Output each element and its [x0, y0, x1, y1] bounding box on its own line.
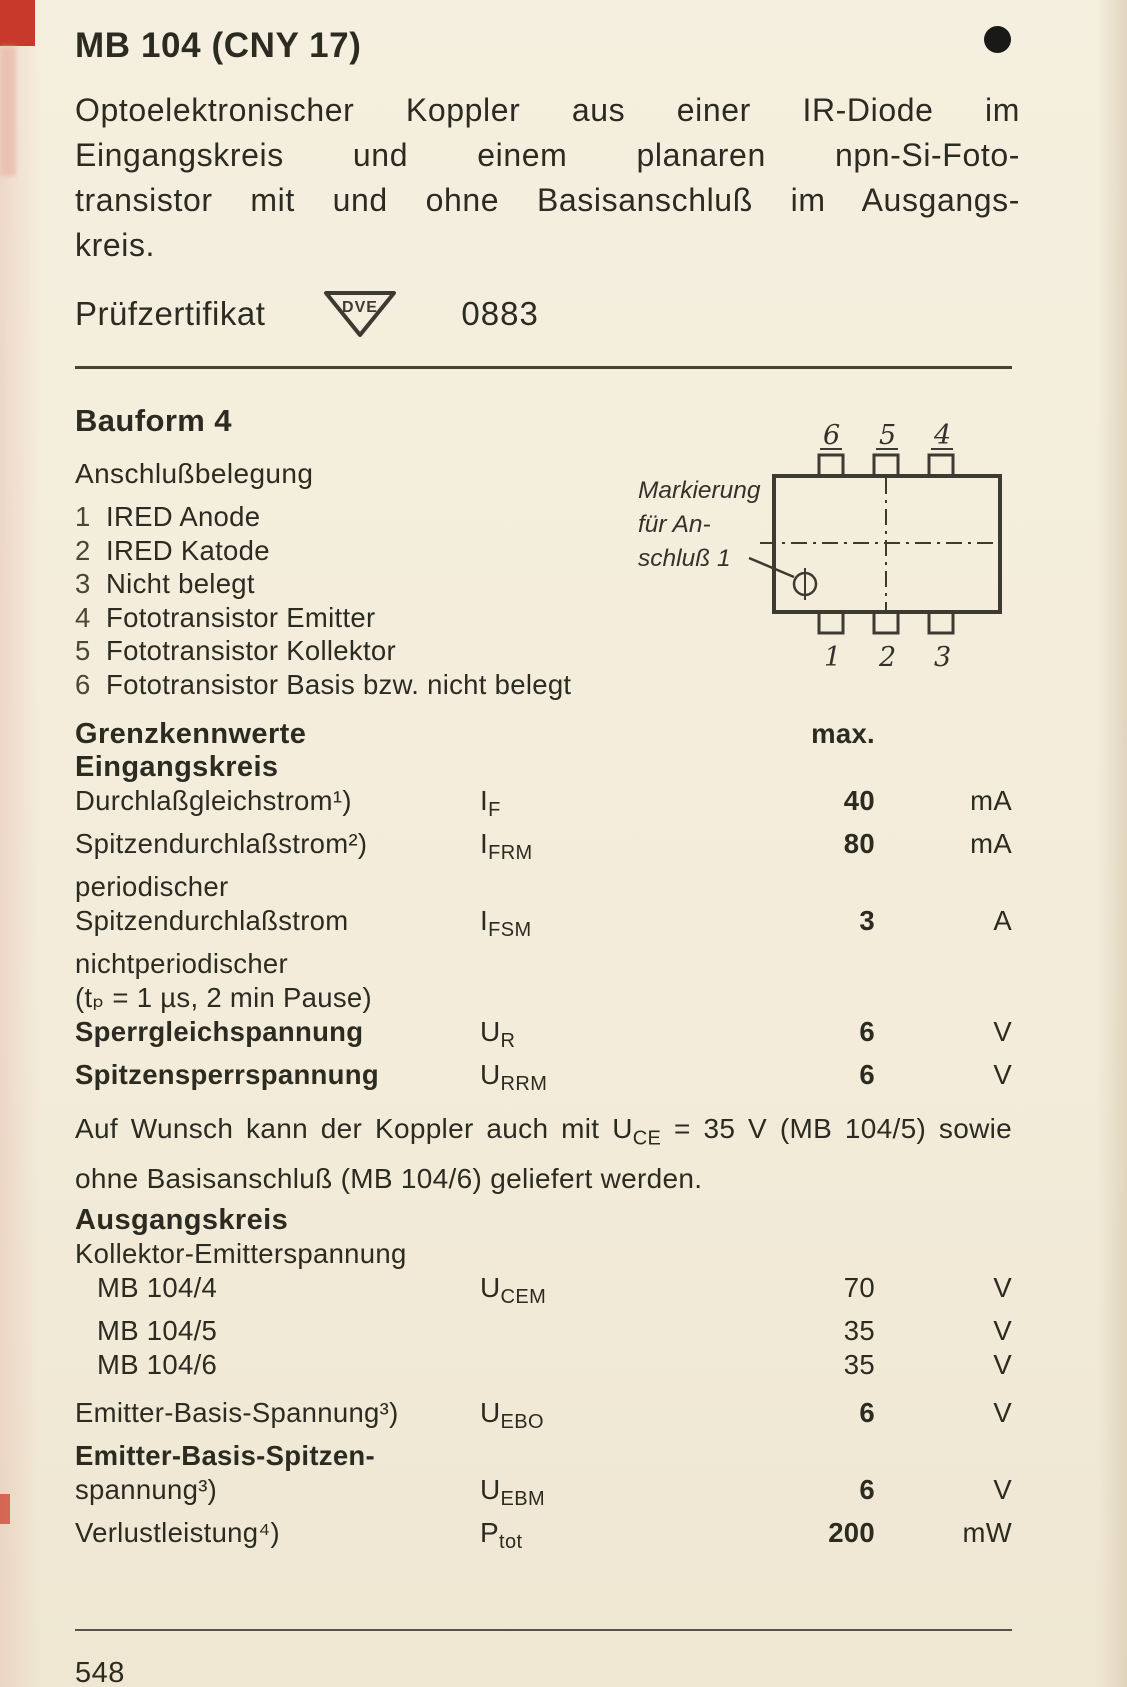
section-heading-input: Eingangskreis [75, 751, 279, 783]
spec-value: 40 [843, 785, 875, 816]
pin-number: 2 [75, 534, 91, 566]
spec-label: MB 104/5 [97, 1314, 218, 1346]
divider [75, 366, 1012, 369]
spec-value: 80 [843, 828, 875, 859]
pin-list [75, 500, 695, 701]
package-drawing [618, 416, 1018, 674]
spec-row [75, 827, 1012, 870]
spec-row [75, 1015, 1012, 1058]
top-pin-number: 6 [823, 420, 841, 451]
pin-item [75, 601, 695, 635]
spec-unit: V [993, 1314, 1012, 1346]
spec-symbol [480, 1015, 730, 1058]
spec-label: Emitter-Basis-Spitzen- [75, 1439, 375, 1471]
pin-stub [929, 612, 953, 633]
pin-label: Nicht belegt [106, 568, 255, 599]
section-heading-bauform: Bauform 4 [75, 403, 232, 438]
vde-logo-icon [317, 278, 403, 350]
spec-unit: V [993, 1059, 1012, 1090]
spec-symbol-sub: RRM [500, 1073, 548, 1095]
bottom-pin-number: 1 [824, 642, 842, 673]
top-pin-number: 4 [934, 420, 952, 451]
spec-symbol-sub: FRM [488, 842, 533, 864]
certificate-row [75, 278, 1012, 350]
spec-symbol-base: I [480, 828, 489, 859]
pin-number: 3 [75, 568, 91, 599]
pin-number: 1 [75, 501, 91, 532]
scan-artifact [0, 1494, 10, 1524]
pin-stub [929, 455, 953, 476]
intro-line: Eingangskreis und einem planaren npn-Si-Foto- [75, 137, 1020, 173]
spec-unit: V [993, 1473, 1012, 1505]
spec-symbol [480, 1396, 730, 1439]
pin-number: 5 [75, 635, 91, 666]
spec-label: Verlustleistung⁴) [75, 1516, 280, 1548]
pin-number: 4 [75, 601, 91, 633]
spec-symbol-base: I [480, 905, 489, 936]
spec-row [75, 870, 1012, 904]
spec-symbol [480, 784, 730, 827]
spec-row [75, 1237, 1012, 1271]
pin-item [75, 634, 695, 668]
spec-symbol-base: U [480, 1016, 501, 1047]
marking-label-line: schluß 1 [638, 545, 731, 572]
certificate-label: Prüfzertifikat [75, 295, 266, 332]
page-number: 548 [75, 1656, 125, 1687]
pin-label: Fototransistor Kollektor [106, 635, 396, 666]
limits-heading: Grenzkennwerte [75, 718, 307, 750]
spec-symbol-base: U [480, 1396, 501, 1428]
spec-symbol-base: P [480, 1516, 499, 1548]
pin-stub [874, 612, 898, 633]
spec-row [75, 1473, 1012, 1516]
spec-row [75, 1271, 1012, 1314]
note-symbol-base: U [612, 1113, 633, 1144]
divider [75, 1629, 1012, 1631]
spec-value: 6 [859, 1016, 875, 1047]
spec-unit: mA [970, 785, 1012, 816]
spec-row [75, 784, 1012, 827]
spec-label: Spitzensperrspannung [75, 1059, 379, 1090]
pin-stub [874, 455, 898, 476]
spec-row [75, 981, 1012, 1015]
spec-row [75, 1396, 1012, 1439]
scan-artifact [0, 0, 35, 46]
page-footer [75, 1629, 1012, 1687]
spec-value: 35 [843, 1348, 875, 1380]
spec-symbol-sub: CEM [500, 1285, 547, 1308]
spec-value: 6 [859, 1396, 875, 1428]
note-text: Auf Wunsch kann der Koppler auch mit [75, 1113, 613, 1144]
spec-label: MB 104/4 [97, 1271, 218, 1303]
spec-symbol [480, 904, 730, 947]
intro-line: transistor mit und ohne Basisanschluß im Ausgangs- [75, 182, 1020, 218]
spec-label: periodischer [75, 871, 229, 902]
marking-leader-line [749, 558, 794, 577]
spec-symbol-base: U [480, 1271, 501, 1303]
spec-unit: V [993, 1016, 1012, 1047]
spec-label: Spitzendurchlaßstrom²) [75, 828, 368, 859]
spec-symbol-base: U [480, 1473, 501, 1505]
marking-label-line: für An- [638, 511, 711, 538]
spec-label: Kollektor-Emitterspannung [75, 1237, 407, 1269]
spec-row [75, 947, 1012, 981]
intro-line: kreis. [75, 227, 156, 263]
spec-row [75, 1516, 1012, 1559]
intro-line: Optoelektronischer Koppler aus einer IR-Diode im [75, 92, 1020, 128]
spec-unit: V [993, 1396, 1012, 1428]
pin-item [75, 567, 695, 601]
spec-unit: V [993, 1348, 1012, 1380]
pin-stub [819, 612, 843, 633]
spec-symbol-sub: R [500, 1030, 516, 1052]
spec-row [75, 904, 1012, 947]
note-text: = 35 V (MB 104/5) sowie ohne Basisanschluß (MB 104/6) geliefert werden. [75, 1113, 1012, 1194]
pinout-label: Anschlußbelegung [75, 458, 314, 489]
spec-symbol-sub: tot [498, 1530, 523, 1553]
intro-paragraph [75, 88, 1020, 268]
spec-symbol-sub: EBM [500, 1487, 546, 1510]
spec-symbol-sub: F [488, 799, 501, 821]
spec-row [75, 1314, 1012, 1348]
top-pin-number: 5 [879, 420, 897, 451]
spec-label: Emitter-Basis-Spannung³) [75, 1396, 399, 1428]
spec-symbol [480, 1516, 730, 1559]
spec-label: spannung³) [75, 1473, 218, 1505]
note-symbol-sub: CE [632, 1127, 662, 1150]
pin-label: IRED Katode [106, 534, 270, 566]
spec-label: Durchlaßgleichstrom¹) [75, 785, 352, 816]
spec-unit: mA [970, 828, 1012, 859]
spec-symbol [480, 1271, 730, 1314]
spec-value: 35 [843, 1314, 875, 1346]
pin-label: Fototransistor Emitter [106, 601, 376, 633]
spec-value: 6 [859, 1059, 875, 1090]
pin-label: IRED Anode [106, 501, 261, 532]
pin-label: Fototransistor Basis bzw. nicht belegt [106, 668, 572, 700]
spec-label: MB 104/6 [97, 1348, 218, 1380]
spec-label: Sperrgleichspannung [75, 1016, 364, 1047]
limits-heading-row [75, 717, 1012, 751]
bottom-pin-number: 3 [934, 642, 952, 673]
spec-symbol [480, 1473, 730, 1516]
pin-stub [819, 455, 843, 476]
spec-unit: A [993, 905, 1012, 936]
bottom-pin-number: 2 [879, 642, 897, 673]
spec-label: nichtperiodischer [75, 948, 288, 979]
spec-symbol [480, 827, 730, 870]
page-title: MB 104 (CNY 17) [75, 26, 362, 65]
pin-item [75, 668, 695, 702]
marking-label-line: Markierung [638, 477, 761, 504]
note-paragraph [75, 1109, 1012, 1198]
spec-symbol-sub: EBO [500, 1410, 544, 1433]
spec-symbol-base: U [480, 1059, 501, 1090]
spec-value: 3 [859, 905, 875, 936]
spec-row [75, 1439, 1012, 1473]
pin-item [75, 534, 695, 568]
spec-label: Spitzendurchlaßstrom [75, 905, 349, 936]
spec-value: 200 [828, 1516, 875, 1548]
spec-unit: mW [962, 1516, 1012, 1548]
spec-value: 6 [859, 1473, 875, 1505]
spec-row [75, 1348, 1012, 1382]
section-heading-output: Ausgangskreis [75, 1203, 289, 1236]
vde-logo-letters: DVE [342, 299, 379, 316]
pin-number: 6 [75, 668, 91, 700]
pin-item [75, 500, 695, 534]
spec-label: (tₚ = 1 µs, 2 min Pause) [75, 982, 372, 1013]
spec-symbol-sub: FSM [488, 919, 532, 941]
spec-symbol [480, 1058, 730, 1101]
certificate-number: 0883 [461, 295, 539, 332]
spec-symbol-base: I [480, 785, 489, 816]
spec-value: 70 [843, 1271, 875, 1303]
max-column-label: max. [811, 718, 875, 749]
spec-row [75, 1058, 1012, 1101]
spec-unit: V [993, 1271, 1012, 1303]
scan-artifact [0, 46, 16, 176]
